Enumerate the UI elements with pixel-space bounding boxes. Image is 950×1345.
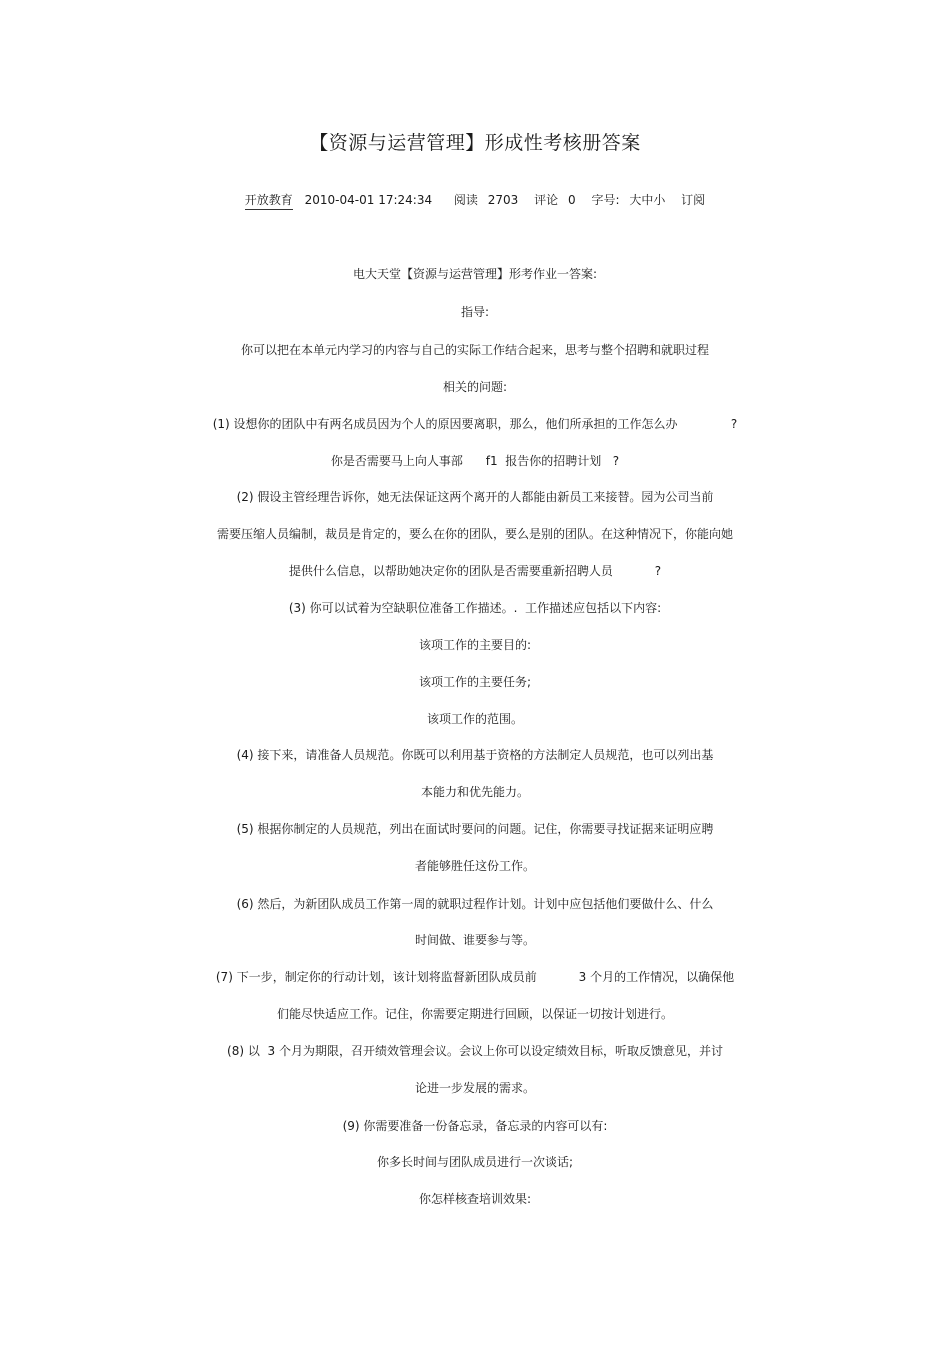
article-meta (0, 191, 950, 210)
body-line: (4) 接下来，请准备人员规范。你既可以利用基于资格的方法制定人员规范，也可以列出基 (236, 748, 714, 762)
body-line: 需要压缩人员编制，裁员是肯定的，要么在你的团队，要么是别的团队。在这种情况下，你能向她 (216, 527, 733, 541)
body-line: 本能力和优先能力。 (420, 785, 529, 799)
body-line: 们能尽快适应工作。记住，你需要定期进行回顾，以保证一切按计划进行。 (276, 1007, 673, 1021)
body-line: 你多长时间与团队成员进行一次谈话; (376, 1155, 574, 1169)
body-line: (6) 然后，为新团队成员工作第一周的就职过程作计划。计划中应包括他们要做什么、什么 (236, 897, 714, 911)
body-line: (2) 假设主管经理告诉你，她无法保证这两个离开的人都能由新员工来接替。园为公司当前 (236, 490, 714, 504)
comment-label[interactable]: 评论 (534, 193, 559, 207)
body-line: 论进一步发展的需求。 (414, 1081, 535, 1095)
body-line: (8) 以 3 个月为期限，召开绩效管理会议。会议上你可以设定绩效目标，听取反馈意见，并讨 (227, 1044, 723, 1058)
body-line: (3) 你可以试着为空缺职位准备工作描述。. 工作描述应包括以下内容: (288, 601, 662, 615)
body-line: (5) 根据你制定的人员规范，列出在面试时要问的问题。记住，你需要寻找证据来证明应聘 (236, 822, 714, 836)
body-line: 相关的问题: (442, 380, 508, 394)
body-line: (7) 下一步，制定你的行动计划，该计划将监督新团队成员前 3 个月的工作情况，以确保他 (215, 970, 735, 984)
publish-datetime: 2010-04-01 17:24:34 (304, 193, 433, 207)
body-line: 电大天堂【资源与运营管理】形考作业一答案: (352, 267, 598, 281)
comment-count: 0 (567, 193, 576, 207)
body-line: 指导: (460, 305, 490, 319)
body-line: (9) 你需要准备一份备忘录，备忘录的内容可以有: (342, 1119, 608, 1133)
body-line: 者能够胜任这份工作。 (414, 859, 535, 873)
read-label: 阅读 (453, 193, 478, 207)
body-line: 你怎样核查培训效果: (418, 1192, 532, 1206)
body-line: 该项工作的主要目的: (418, 638, 532, 652)
read-count: 2703 (487, 193, 519, 207)
body-line: (1) 设想你的团队中有两名成员因为个人的原因要离职，那么，他们所承担的工作怎么办 ? (212, 417, 738, 431)
body-line: 该项工作的主要任务; (418, 675, 532, 689)
body-line: 时间做、谁要参与等。 (414, 933, 535, 947)
font-size-options[interactable]: 大中小 (629, 193, 666, 207)
font-size-label: 字号: (591, 193, 620, 207)
body-line: 提供什么信息，以帮助她决定你的团队是否需要重新招聘人员 ? (288, 564, 662, 578)
subscribe-link[interactable]: 订阅 (681, 193, 706, 207)
body-line: 你可以把在本单元内学习的内容与自己的实际工作结合起来，思考与整个招聘和就职过程 (240, 343, 709, 357)
page-title: 【资源与运营管理】形成性考核册答案 (309, 132, 641, 154)
source-link[interactable]: 开放教育 (245, 191, 293, 210)
body-line: 该项工作的范围。 (426, 712, 523, 726)
body-line: 你是否需要马上向人事部 f1 报告你的招聘计划 ? (330, 454, 620, 468)
